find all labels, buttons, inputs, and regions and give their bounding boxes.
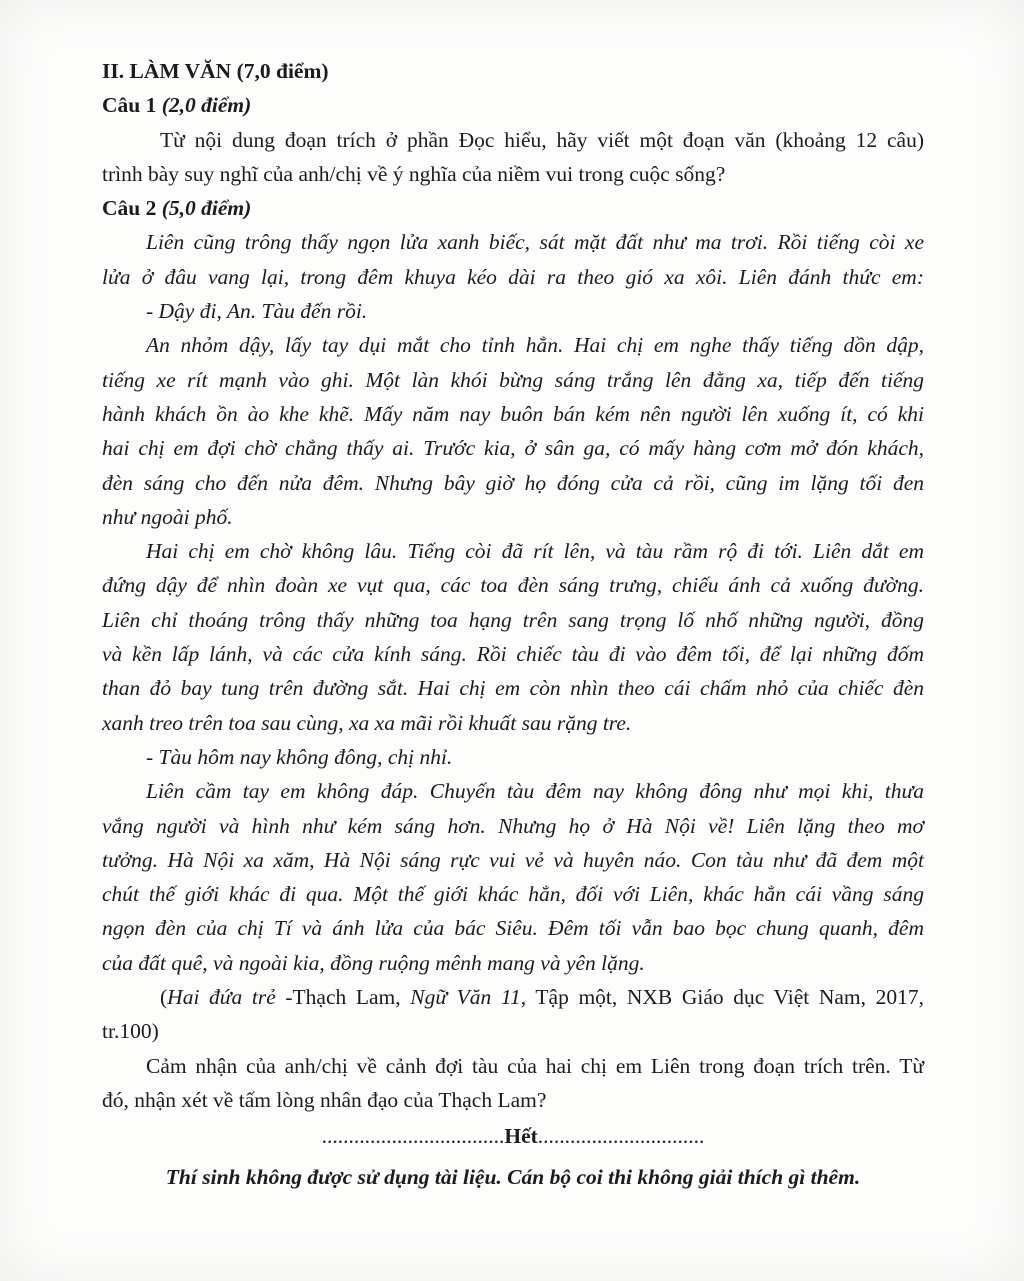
literary-excerpt	[102, 225, 924, 980]
excerpt-line: - Tàu hôm nay không đông, chị nhỉ.	[146, 744, 453, 769]
citation-author: -Thạch Lam,	[275, 985, 411, 1010]
question2-score: (5,0 điểm)	[161, 196, 252, 221]
citation-open: (	[160, 985, 168, 1010]
end-dots-right: ...............................	[537, 1124, 705, 1149]
excerpt-line: vắng người và hình như kém sáng hơn. Nhưng họ ở Hà Nội về! Liên lặng theo mơ	[102, 813, 924, 838]
excerpt-line: An nhỏm dậy, lấy tay dụi mắt cho tỉnh hẳn. Hai chị em nghe thấy tiếng dồn dập,	[146, 333, 924, 358]
excerpt-line: và kền lấp lánh, và các cửa kính sáng. Rồi chiếc tàu đi vào đêm tối, để lại những đốm	[102, 642, 924, 667]
excerpt-line: lửa ở đâu vang lại, trong đêm khuya kéo dài ra theo gió xa xôi. Liên đánh thức em:	[102, 264, 924, 289]
excerpt-line: Liên chỉ thoáng trông thấy những toa hạng trên sang trọng lố nhố những người, đồng	[102, 607, 924, 632]
excerpt-line: hành khách ồn ào khe khẽ. Mấy năm nay buôn bán kém nên người lên xuống ít, có khi	[102, 401, 924, 426]
question2-prompt-line: Cảm nhận của anh/chị về cảnh đợi tàu của hai chị em Liên trong đoạn trích trên. Từ	[146, 1053, 924, 1078]
excerpt-line: của đất quê, và ngoài kia, đồng ruộng mênh mang và yên lặng.	[102, 950, 645, 975]
question1-heading	[102, 88, 924, 122]
excerpt-line: tiếng xe rít mạnh vào ghi. Một làn khói bừng sáng trắng lên đằng xa, tiếp đến tiếng	[102, 367, 924, 392]
question2-prompt-line: đó, nhận xét về tấm lòng nhân đạo của Thạch Lam?	[102, 1087, 547, 1112]
citation	[102, 980, 924, 1014]
citation-page: tr.100)	[102, 1019, 159, 1044]
excerpt-line: như ngoài phố.	[102, 504, 233, 529]
question1-score: (2,0 điểm)	[161, 93, 252, 118]
citation-rest: Tập một, NXB Giáo dục Việt Nam, 2017,	[526, 985, 925, 1010]
page-content	[102, 54, 924, 1194]
excerpt-line: đèn sáng cho đến nửa đêm. Nhưng bây giờ họ đóng cửa cả rồi, cũng im lặng tối đen	[102, 470, 924, 495]
citation-work: Hai đứa trẻ	[167, 985, 276, 1010]
end-marker	[102, 1119, 924, 1153]
footer-note: Thí sinh không được sử dụng tài liệu. Cán bộ coi thi không giải thích gì thêm.	[165, 1164, 861, 1189]
excerpt-line: hai chị em đợi chờ chẳng thấy ai. Trước kia, ở sân ga, có mấy hàng cơm mở đón khách,	[102, 436, 924, 461]
citation-book: Ngữ Văn 11,	[410, 985, 527, 1010]
end-dots-left: ..................................	[321, 1124, 505, 1149]
excerpt-line: đứng dậy để nhìn đoàn xe vụt qua, các toa đèn sáng trưng, chiếu ánh cả xuống đường.	[102, 573, 924, 598]
question1-label: Câu 1	[102, 93, 162, 118]
question2-heading	[102, 191, 924, 225]
end-word: Hết	[504, 1124, 538, 1149]
excerpt-line: ngọn đèn của chị Tí và ánh lửa của bác Siêu. Đêm tối vẫn bao bọc chung quanh, đêm	[102, 916, 924, 941]
excerpt-line: chút thế giới khác đi qua. Một thế giới khác hẳn, đối với Liên, khác hẳn cái vầng sáng	[102, 882, 924, 907]
excerpt-line: Hai chị em chờ không lâu. Tiếng còi đã rít lên, và tàu rầm rộ đi tới. Liên dắt em	[146, 539, 924, 564]
question1-line: trình bày suy nghĩ của anh/chị về ý nghĩa của niềm vui trong cuộc sống?	[102, 161, 726, 186]
question1-line: Từ nội dung đoạn trích ở phần Đọc hiểu, hãy viết một đoạn văn (khoảng 12 câu)	[160, 127, 924, 152]
excerpt-line: Liên cũng trông thấy ngọn lửa xanh biếc, sát mặt đất như ma trơi. Rồi tiếng còi xe	[146, 230, 924, 255]
section-title: II. LÀM VĂN (7,0 điểm)	[102, 59, 329, 83]
excerpt-line: xanh treo trên toa sau cùng, xa xa mãi rồi khuất sau rặng tre.	[102, 710, 632, 735]
excerpt-line: - Dậy đi, An. Tàu đến rồi.	[146, 299, 368, 324]
question2-label: Câu 2	[102, 196, 162, 221]
excerpt-line: Liên cầm tay em không đáp. Chuyến tàu đêm nay không đông như mọi khi, thưa	[146, 779, 924, 804]
excerpt-line: tưởng. Hà Nội xa xăm, Hà Nội sáng rực vui vẻ và huyên náo. Con tàu như đã đem một	[102, 847, 924, 872]
excerpt-line: than đỏ bay tung trên đường sắt. Hai chị em còn nhìn theo cái chấm nhỏ của chiếc đèn	[102, 676, 924, 701]
